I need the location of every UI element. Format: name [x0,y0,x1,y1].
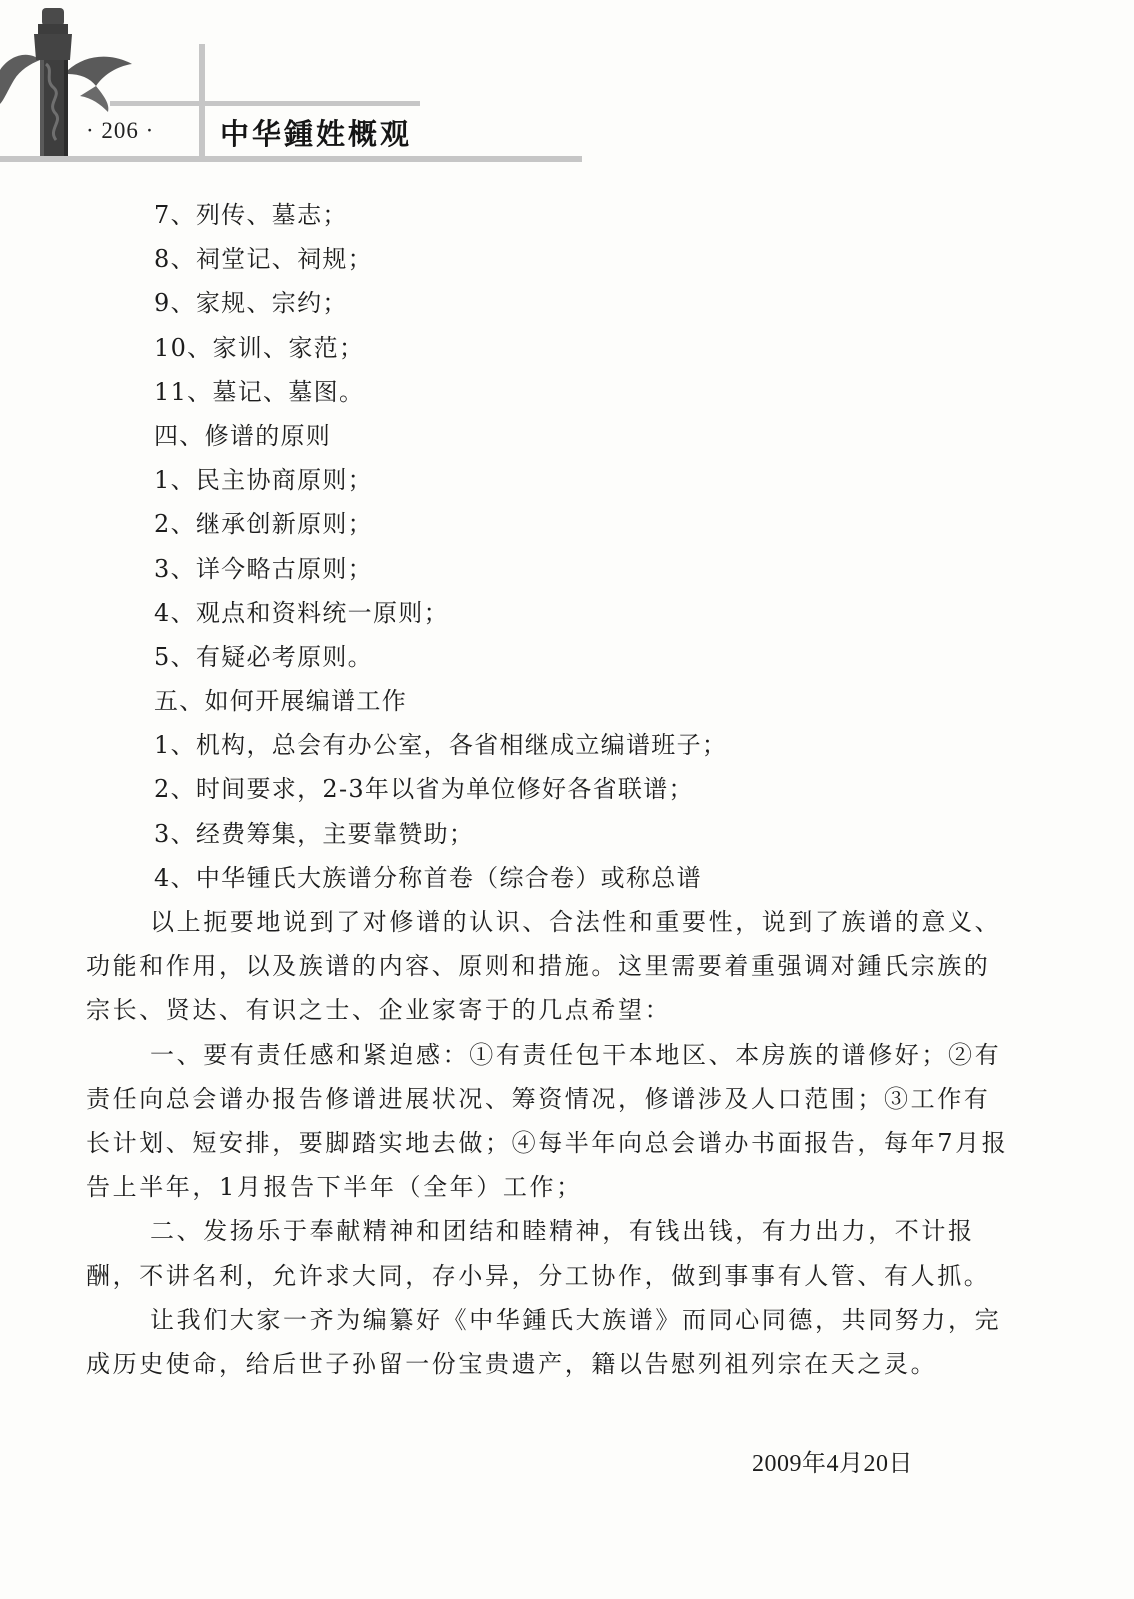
paragraph-line: 责任向总会谱办报告修谱进展状况、筹资情况，修谱涉及人口范围；③工作有 [86,1084,991,1113]
paragraph-line: 一、要有责任感和紧迫感：①有责任包干本地区、本房族的谱修好；②有 [150,1040,1002,1069]
paragraph-line: 让我们大家一齐为编纂好《中华鍾氏大族谱》而同心同德，共同努力，完 [150,1305,1002,1334]
signature-date: 2009年4月20日 [752,1451,913,1477]
list-item: 1、民主协商原则； [154,466,373,495]
paragraph-closing [86,1298,1036,1386]
list-item: 3、详今略古原则； [154,554,373,583]
list-item: 7、列传、墓志； [154,201,348,229]
list-item: 3、经费筹集，主要靠赞助； [154,819,475,848]
paragraph-line: 功能和作用，以及族谱的内容、原则和措施。这里需要着重强调对鍾氏宗族的 [86,952,991,981]
list-item: 2、时间要求，2-3年以省为单位修好各省联谱； [154,775,694,804]
paragraph-hope-one [86,1033,1036,1210]
paragraph-line: 二、发扬乐于奉献精神和团结和睦精神，有钱出钱，有力出力，不计报 [150,1217,975,1246]
page-number: · 206 · [86,118,155,143]
paragraph-line: 酬，不讲名利，允许求大同，存小异，分工协作，做到事事有人管、有人抓。 [86,1261,991,1290]
paragraph-line: 成历史使命，给后世子孙留一份宝贵遗产，籍以告慰列祖列宗在天之灵。 [86,1349,938,1378]
list-item: 8、祠堂记、祠规； [154,245,373,274]
header-top-rule [110,101,420,106]
section-heading-work: 五、如何开展编谱工作 [154,687,407,716]
list-item: 2、继承创新原则； [154,510,373,539]
list-item: 9、家规、宗约； [154,289,348,318]
book-title: 中华鍾姓概观 [220,117,413,151]
paragraph-line: 长计划、短安排，要脚踏实地去做；④每半年向总会谱办书面报告，每年7月报 [86,1128,1009,1157]
paragraph-hope-two [86,1209,1036,1297]
list-item: 5、有疑必考原则。 [154,642,373,671]
paragraph-line: 告上半年，1月报告下半年（全年）工作； [86,1173,583,1202]
paragraph-line: 以上扼要地说到了对修谱的认识、合法性和重要性，说到了族谱的意义、 [150,908,1002,936]
list-item: 11、墓记、墓图。 [154,377,365,406]
list-item: 1、机构，总会有办公室，各省相继成立编谱班子； [154,731,728,760]
list-item: 10、家训、家范； [154,333,365,362]
paragraph-line: 宗长、贤达、有识之士、企业家寄于的几点希望： [86,996,672,1025]
list-item: 4、中华锺氏大族谱分称首卷（综合卷）或称总谱 [154,863,702,892]
paragraph-summary [86,900,1036,1033]
section-heading-principles: 四、修谱的原则 [154,421,332,450]
list-item: 4、观点和资料统一原则； [154,598,449,627]
page-body [86,193,1036,1386]
header-bottom-rule [0,156,582,162]
